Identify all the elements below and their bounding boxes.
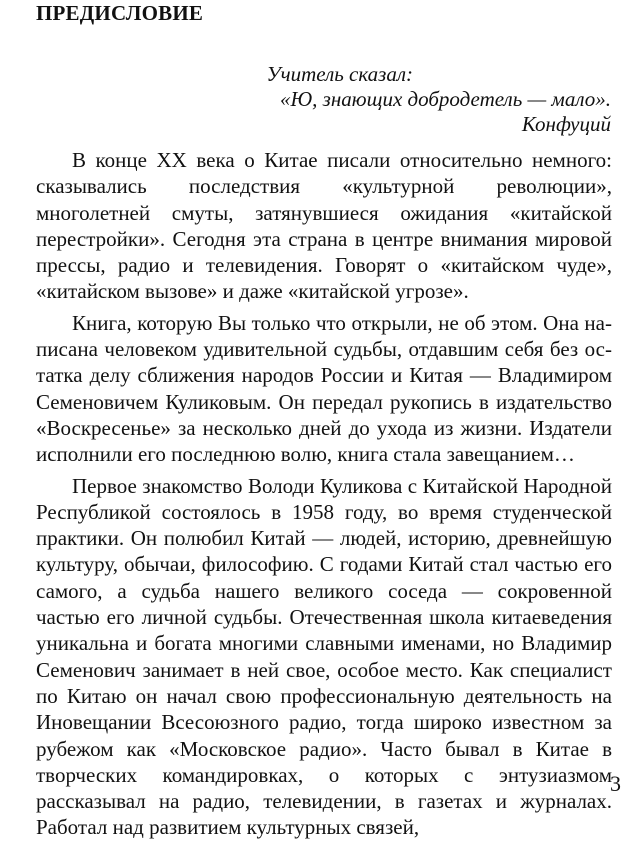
epigraph [266, 62, 611, 137]
paragraph-1: В конце XX века о Китае писали относительно немного: сказывались последствия «культурной революции», многолетней смуты, затянувшиеся ожидания «китайской перестройки». Сегодня эта страна в центре внимания мировой прессы, радио и телевидения. Говорят о «китайском чуде», «китайском вызове» и даже «китайской угрозе». [36, 148, 612, 304]
epigraph-quote: «Ю, знающих добродетель — мало». [280, 87, 611, 111]
page-number: 3 [610, 771, 621, 796]
paragraph-2: Книга, которую Вы только что открыли, не об этом. Она написана человеком удивительной судьбы, отдавшим себя без остатка делу сближения народов России и Китая — Владимиром Семеновичем Куликовым. Он передал рукопись в издательство «Воскресенье» за несколько дней до ухода из жизни. Издатели исполнили его последнюю волю, книга стала завещанием… [36, 310, 612, 467]
body-text [36, 147, 612, 846]
epigraph-author: Конфуций [521, 112, 611, 136]
chapter-heading: ПРЕДИСЛОВИЕ [36, 1, 204, 25]
epigraph-line-1: Учитель сказал: [266, 62, 413, 86]
paragraph-3: Первое знакомство Володи Куликова с Китайской Народной Республикой состоялось в 1958 году, во время студенческой практики. Он полюбил Китай — людей, историю, древнейшую культуру, обычаи, философию. С годами Китай стал частью его самого, а судьба нашего великого соседа — сокровенной частью его личной судьбы. Отечественная школа китаеведения уникальна и богата многими славными именами, но Владимир Семенович занимает в ней свое, особое место. Как специалист по Китаю он начал свою профессиональную деятельность на Иновещании Всесоюзного радио, тогда широко известном за рубежом как «Московское радио». Часто бывал в Китае в творческих командировках, о которых с энтузиазмом рассказывал на радио, телевидении, в газетах и журналах. Работал над развитием культурных связей, [36, 473, 612, 840]
